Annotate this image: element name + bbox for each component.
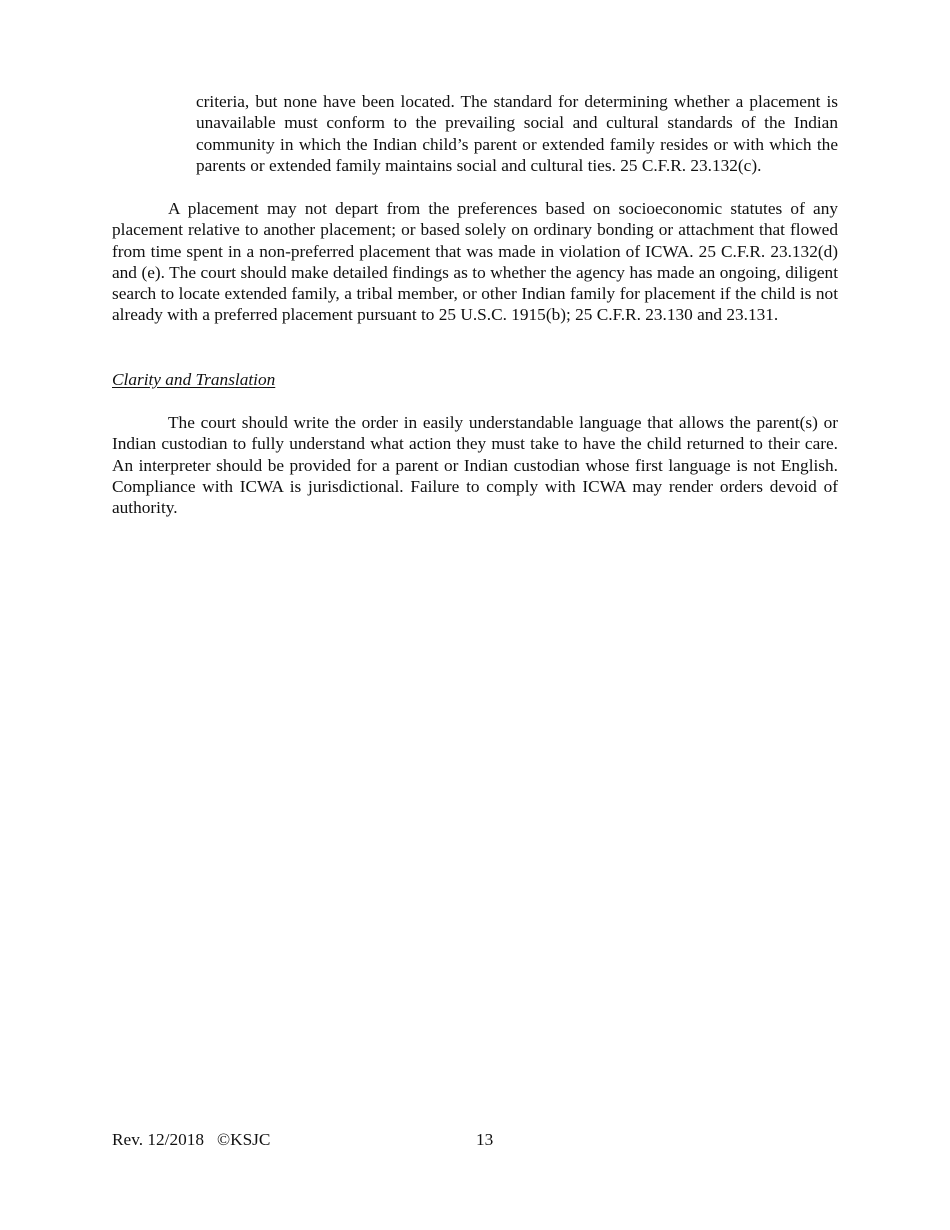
section-heading: Clarity and Translation [112, 370, 276, 389]
page-footer [112, 1129, 838, 1151]
clarity-translation-paragraph: The court should write the order in easily understandable language that allows the parent(s) or Indian custodian to fully understand what action they must take to have the child returned to their care. An interpreter should be provided for a parent or Indian custodian whose first language is not English. Compliance with ICWA is jurisdictional. Failure to comply with ICWA may render orders devoid of authority. [112, 413, 838, 518]
continued-block-quote: criteria, but none have been located. The standard for determining whether a placement is unavailable must conform to the prevailing social and cultural standards of the Indian community in which the Indian child’s parent or extended family resides or with which the parents or extended family maintains social and cultural ties. 25 C.F.R. 23.132(c). [196, 92, 838, 175]
placement-preferences-paragraph: A placement may not depart from the preferences based on socioeconomic statutes of any placement relative to another placement; or based solely on ordinary bonding or attachment that flowed from time spent in a non-preferred placement that was made in violation of ICWA. 25 C.F.R. 23.132(d) and (e). The court should make detailed findings as to whether the agency has made an ongoing, diligent search to locate extended family, a tribal member, or other Indian family for placement if the child is not already with a preferred placement pursuant to 25 U.S.C. 1915(b); 25 C.F.R. 23.130 and 23.131. [112, 199, 838, 325]
footer-revision: Rev. 12/2018 ©KSJC [112, 1130, 271, 1149]
page-number: 13 [476, 1130, 494, 1149]
